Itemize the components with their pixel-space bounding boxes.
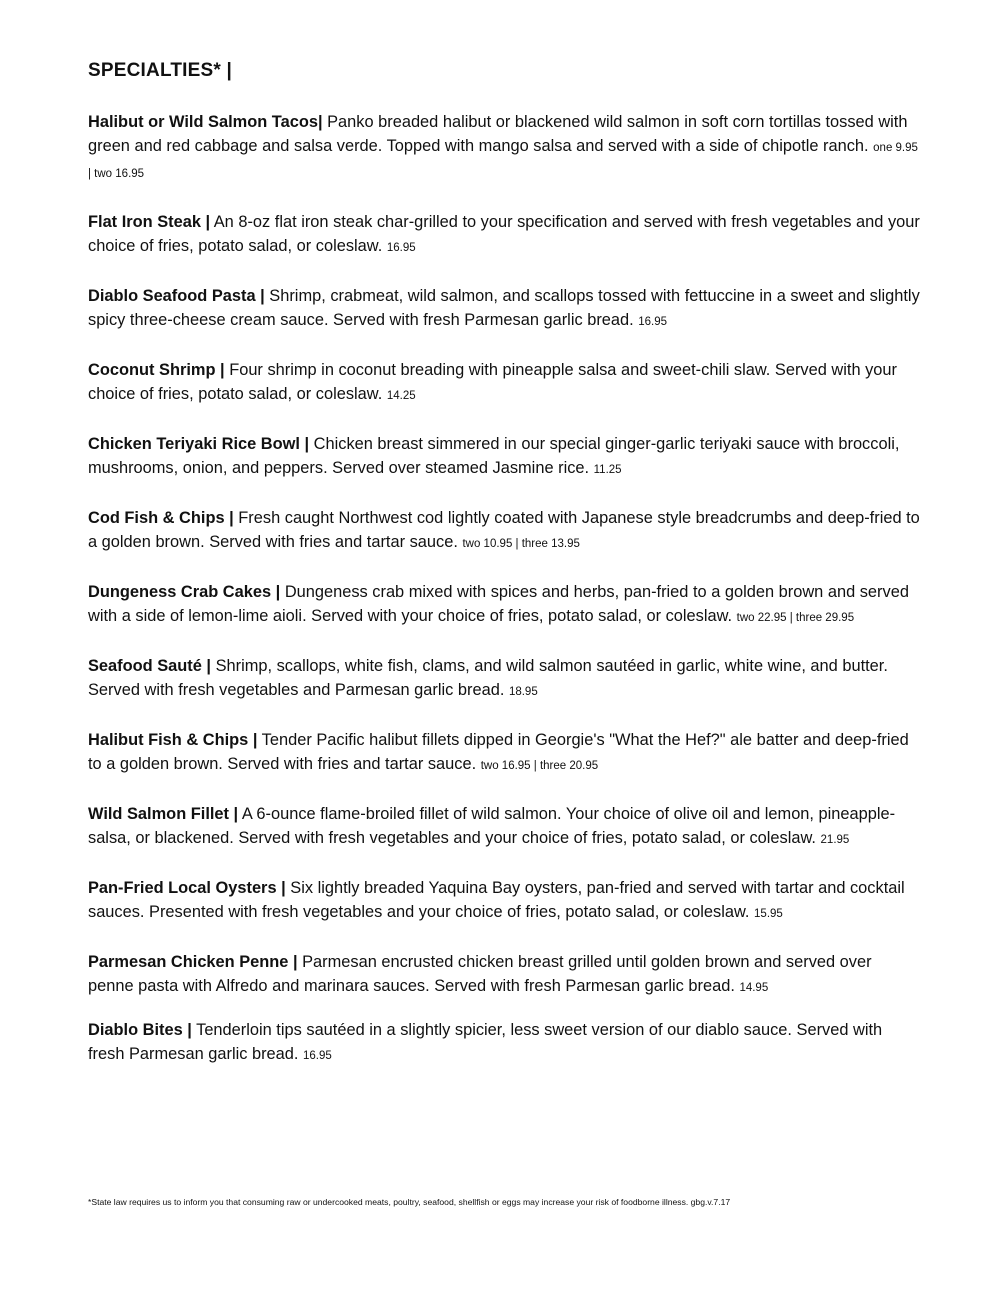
item-price: two 10.95 | three 13.95	[462, 538, 580, 550]
item-description: Six lightly breaded Yaquina Bay oysters, pan-fried and served with tartar and cocktail sauces. Presented with fresh vegetables and your choice of fries, potato salad, or coleslaw.	[88, 879, 905, 921]
menu-item	[88, 728, 920, 778]
menu-item	[88, 654, 920, 704]
item-description: A 6-ounce flame-broiled fillet of wild salmon. Your choice of olive oil and lemon, pineapple-salsa, or blackened. Served with fresh vegetables and your choice of fries, potato salad, or coleslaw.	[88, 805, 896, 847]
menu-page	[88, 60, 920, 1092]
menu-item	[88, 802, 920, 852]
menu-item	[88, 210, 920, 260]
menu-item	[88, 284, 920, 334]
item-description: Shrimp, scallops, white fish, clams, and wild salmon sautéed in garlic, white wine, and butter. Served with fresh vegetables and Parmesan garlic bread.	[88, 657, 888, 699]
item-price: 16.95	[638, 316, 668, 328]
item-price: 15.95	[754, 908, 783, 920]
menu-item	[88, 110, 920, 186]
menu-item	[88, 876, 920, 926]
item-name: Cod Fish & Chips |	[88, 509, 234, 527]
item-description: Shrimp, crabmeat, wild salmon, and scallops tossed with fettuccine in a sweet and slightly spicy three-cheese cream sauce. Served with fresh Parmesan garlic bread.	[88, 287, 920, 329]
item-price: two 16.95 | three 20.95	[480, 760, 599, 772]
item-price: 21.95	[820, 834, 850, 846]
item-description: An 8-oz flat iron steak char-grilled to your specification and served with fresh vegetables and your choice of fries, potato salad, or coleslaw.	[88, 213, 920, 255]
item-name: Halibut Fish & Chips |	[88, 731, 258, 749]
item-name: Pan-Fried Local Oysters |	[88, 879, 286, 897]
item-name: Diablo Bites |	[88, 1021, 192, 1039]
item-name: Coconut Shrimp |	[88, 361, 225, 379]
menu-item	[88, 1018, 920, 1068]
item-description: Tender Pacific halibut fillets dipped in Georgie's "What the Hef?" ale batter and deep-fried to a golden brown. Served with fries and tartar sauce.	[88, 731, 909, 773]
item-name: Diablo Seafood Pasta |	[88, 287, 265, 305]
item-name: Seafood Sauté |	[88, 657, 211, 675]
item-name: Flat Iron Steak |	[88, 213, 211, 231]
item-price: two 22.95 | three 29.95	[736, 612, 855, 624]
item-price: one 9.95 | two 16.95	[88, 142, 918, 180]
item-price: 14.95	[739, 982, 769, 994]
page-title: SPECIALTIES* |	[88, 60, 232, 81]
item-description: Four shrimp in coconut breading with pineapple salsa and sweet-chili slaw. Served with your choice of fries, potato salad, or coleslaw.	[88, 361, 897, 403]
item-name: Halibut or Wild Salmon Tacos|	[88, 113, 323, 131]
item-description: Tenderloin tips sautéed in a slightly spicier, less sweet version of our diablo sauce. Served with fresh Parmesan garlic bread.	[88, 1021, 883, 1063]
foodborne-illness-disclaimer: *State law requires us to inform you that consuming raw or undercooked meats, poultry, seafood, shellfish or eggs may increase your risk of foodborne illness. gbg.v.7.17	[88, 1197, 731, 1207]
menu-item	[88, 432, 920, 482]
menu-item	[88, 580, 920, 630]
menu-item	[88, 506, 920, 556]
item-price: 11.25	[593, 464, 622, 476]
item-price: 16.95	[303, 1050, 332, 1062]
item-description: Panko breaded halibut or blackened wild salmon in soft corn tortillas tossed with green and red cabbage and salsa verde. Topped with mango salsa and served with a side of chipotle ranch.	[88, 113, 908, 155]
item-price: 14.25	[386, 390, 416, 402]
item-name: Wild Salmon Fillet |	[88, 805, 239, 823]
item-description: Parmesan encrusted chicken breast grilled until golden brown and served over penne pasta with Alfredo and marinara sauces. Served with fresh Parmesan garlic bread.	[88, 953, 872, 995]
item-description: Chicken breast simmered in our special ginger-garlic teriyaki sauce with broccoli, mushrooms, onion, and peppers. Served over steamed Jasmine rice.	[88, 435, 900, 477]
item-price: 16.95	[386, 242, 416, 254]
item-name: Dungeness Crab Cakes |	[88, 583, 281, 601]
item-name: Chicken Teriyaki Rice Bowl |	[88, 435, 310, 453]
menu-item	[88, 950, 920, 1000]
item-name: Parmesan Chicken Penne |	[88, 953, 298, 971]
item-price: 18.95	[508, 686, 538, 698]
item-description: Dungeness crab mixed with spices and herbs, pan-fried to a golden brown and served with a side of lemon-lime aioli. Served with your choice of fries, potato salad, or coleslaw.	[88, 583, 909, 625]
menu-item	[88, 358, 920, 408]
item-description: Fresh caught Northwest cod lightly coated with Japanese style breadcrumbs and deep-fried to a golden brown. Served with fries and tartar sauce.	[88, 509, 920, 551]
